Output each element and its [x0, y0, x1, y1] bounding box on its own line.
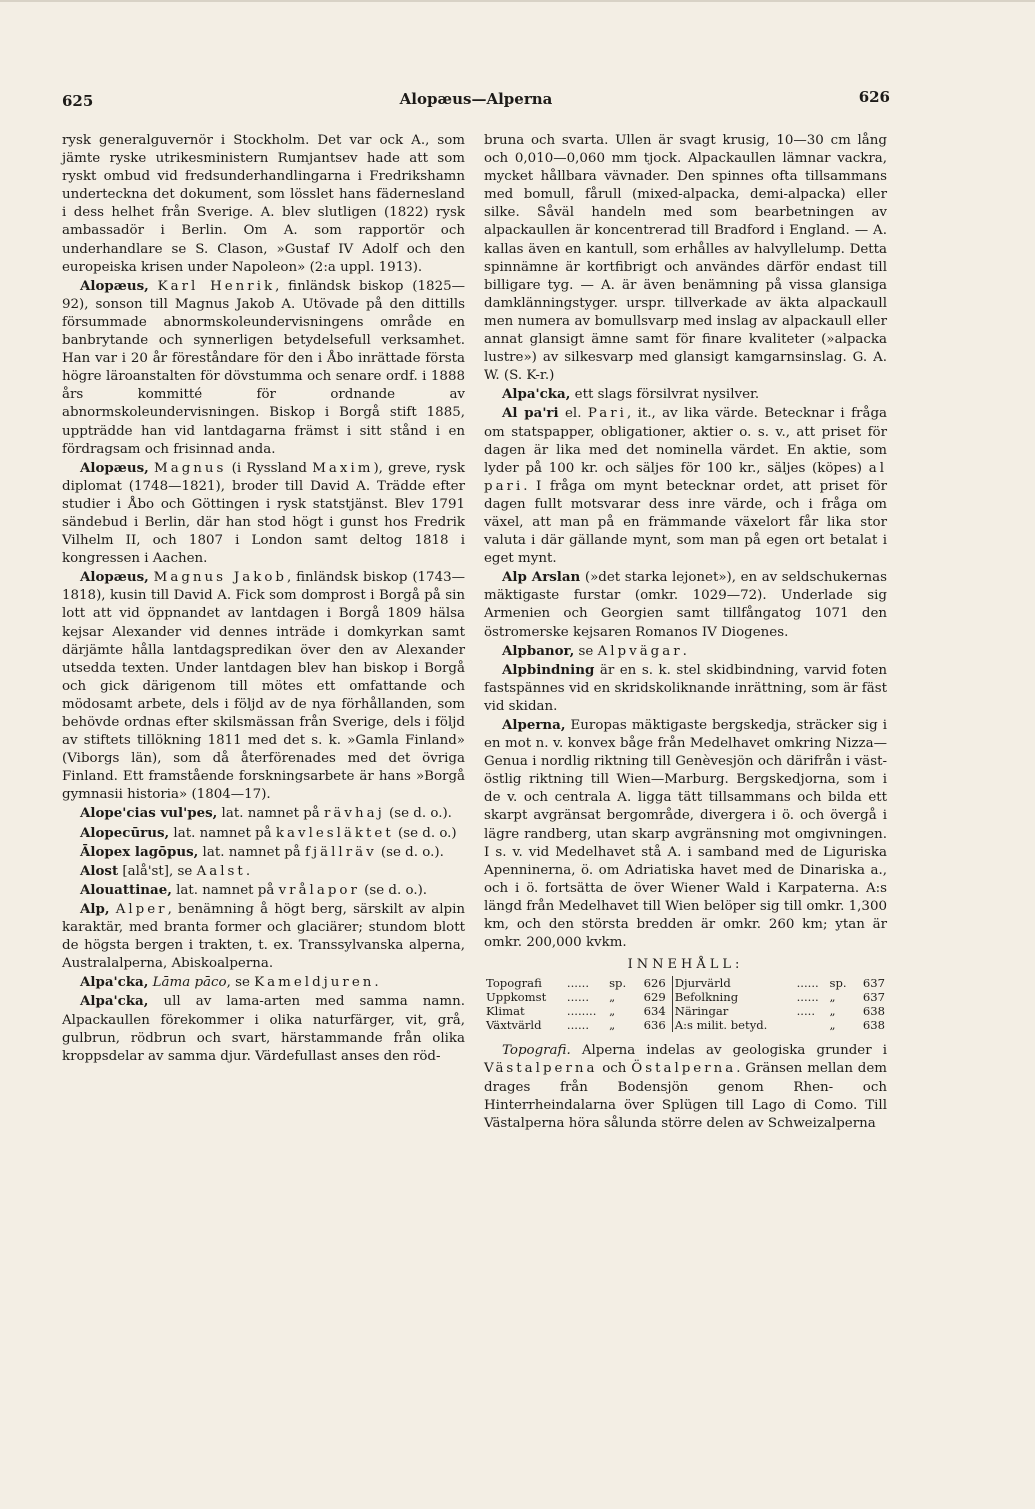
entry-text: (i Ryssland: [226, 460, 313, 476]
entry-text: Europas mäktigaste bergskedja, sträcker sig i en mot n. v. konvex båge från Medelhavet omkring Nizza—Genua i nordlig riktning till Genèvesjön och därifrån i väst-östlig riktning till Wien—Marburg. Bergskedjorna, som i de v. och centrala A. ligga tätt tillsammans och bilda ett skarpt avgränsat bergområde, divergera i ö. och övergå i lägre randberg, utan skarp avgränsning mot omgivningen. I s. v. vid Medelhavet stå A. i samband med de Liguriska Apenninerna, ö. om Adriatiska havet med de Dinariska a., och i ö. fortsätta de över Wiener Wald i Karpaterna. A:s längd från Medelhavet till Wien belöper sig till omkr. 1,300 km, och den största bredden är omkr. 260 km; ytan är omkr. 200,000 kvkm.: [484, 718, 887, 951]
scan-edge: [0, 0, 1035, 2]
entry-alpacka-nysilver: [484, 385, 887, 404]
left-column: [62, 132, 465, 1066]
entry-text: se: [574, 643, 598, 659]
entry-text: .: [245, 863, 251, 879]
toc-prefix: sp.: [829, 976, 847, 991]
cross-reference: fjällräv: [305, 844, 377, 860]
spaced-name: Alper: [115, 901, 168, 917]
entry-text: lat. namnet på: [169, 825, 276, 841]
page-header: [62, 90, 890, 114]
page-number-right: 626: [858, 88, 890, 106]
spaced-name: Karl Henrik: [157, 278, 276, 294]
cross-reference: Kameldjuren: [254, 975, 375, 991]
toc-dots: ......: [566, 1018, 590, 1033]
toc-page: 629: [634, 990, 673, 1004]
running-head: Alopæus—Alperna: [399, 90, 553, 108]
toc-section: Topografi: [486, 976, 542, 991]
table-row: [484, 1018, 887, 1032]
entry-text: och: [597, 1061, 632, 1077]
toc-prefix: „: [609, 990, 616, 1005]
cross-reference: vrålapor: [278, 882, 360, 898]
entry-text: , finländsk biskop (1743—1818), kusin till David A. Fick som domprost i Borgå på sin lott att vid öppnandet av lantdagen i Borgå 1809 hälsa kejsar Alexander vid dennes inträde i domkyrkan samt därjämte hålla lantdagspredikan över den av Alexander utsedda texten. Under lantdagen blev han biskop i Borgå och gick därigenom till mötes ett omfattande och mödosamt arbete, dels i följd av de nya förhållanden, som behövde ordnas efter skilsmässan från Sverige, dels i följd av stiftets tillökning 1811 med det s. k. »Gamla Finland» (Viborgs län), som då återförenades med det övriga Finland. Ett framstående forskningsarbete är hans »Borgå gymnasii historia» (1804—17).: [62, 570, 466, 803]
entry-text: el.: [558, 406, 588, 422]
entry-text: (se d. o.).: [359, 882, 428, 898]
entry-alpacka-lama: [62, 973, 465, 992]
cross-reference: rävhaj: [324, 806, 385, 822]
entry-text: . I fråga om mynt betecknar ordet, att priset för dagen fullt motsvarar dess inre värde, och i fråga om växel, att man på en främmande växelort får lika stor valuta i där gällande mynt, som man på egen ort betalat i eget mynt.: [484, 478, 887, 567]
toc-section: Uppkomst: [486, 990, 547, 1005]
spaced-name: Västalperna: [484, 1061, 598, 1077]
entry-alpbanor: [484, 642, 887, 661]
entry-text: är en s. k. stel skidbindning, varvid foten fastspännes vid en skridskoliknande inrättning, som är fäst vid skidan.: [484, 662, 887, 714]
entry-text: , finländsk biskop (1825—92), sonson till Magnus Jakob A. Utövade på den dittills försummade abnormskoleundervisningens område en banbrytande och synnerligen betydelsefull verksamhet. Han var i 20 år föreståndare för den i Åbo inrättade första högre läroanstalten för dövstumma och senare ordf. i 1888 års kommitté för ordnande av abnormskoleundervisningen. Biskop i Borgå stift 1885, uppträdde han vid lantdagarna främst i sitt stånd i en fördragsam och frisinnad anda.: [62, 278, 465, 457]
toc-prefix: „: [829, 990, 836, 1005]
entry-text: lat. namnet på: [198, 844, 306, 860]
headword: Alpa'cka,: [80, 974, 149, 991]
entry-al-pari: [484, 404, 887, 568]
toc-dots: .....: [796, 1004, 816, 1019]
entry-text: , se: [226, 975, 255, 991]
entry-text: lat. namnet på: [171, 882, 279, 898]
toc-prefix: „: [829, 1018, 836, 1033]
headword: Alp Arslan: [502, 569, 581, 586]
entry-text: lat. namnet på: [217, 806, 325, 822]
toc-dots: ......: [566, 990, 590, 1005]
latin-name: Lāma pāco: [152, 975, 227, 991]
contents-table: [484, 976, 887, 1032]
toc-dots: [795, 1018, 828, 1032]
headword: Alpbindning: [502, 661, 595, 678]
entry-text: , it., av lika värde. Betecknar i fråga om statspapper, obligationer, aktier o. s. v., att priset för dagen är lika med det nominella värdet. En aktie, som lyder på 100 kr. och säljes för 100 kr., säljes (köpes): [484, 406, 888, 476]
spaced-name: al pari: [484, 460, 887, 494]
continuation-paragraph: bruna och svarta. Ullen är svagt krusig, 10—30 cm lång och 0,010—0,060 mm tjock. Alpackaullen lämnar vackra, mycket hållbara vävnader. Den spinnes ofta tillsammans med bomull, fårull (mixed-alpacka, demi-alpacka) eller silke. Såväl handeln med som bearbetningen av alpackaullen är koncentrerad till Bradford i England. — A. kallas även en kantull, som erhålles av halvyllelump. Detta spinnämne är kortfibrigt och användes därför endast till billigare tyg. — A. är även benämning på vissa glansiga damklänningstyger. urspr. tillverkade av äkta alpackaull men numera av bomullsvarp med inslag av alpackaull eller annat glansigt ämne samt för finare kvaliteter (»alpacka lustre») av silkesvarp med glansigt kamgarnsinslag. G. A. W. (S. K-r.): [484, 133, 887, 384]
headword: Alope'cias vul'pes,: [80, 805, 218, 822]
entry-text: .: [374, 975, 379, 991]
toc-prefix: „: [609, 1018, 616, 1033]
entry-text: [alå'st], se: [118, 863, 197, 879]
section-heading: Topografi.: [502, 1043, 571, 1059]
entry-alpbindning: [484, 661, 887, 716]
entry-alopaeus-karl-henrik: [62, 277, 465, 459]
entry-alperna: [484, 716, 887, 952]
entry-alp: [62, 900, 465, 973]
headword: Alost: [80, 862, 119, 879]
headword: Alopæus,: [80, 277, 149, 294]
headword: Alopæus,: [80, 459, 149, 476]
entry-alpacka-ull: [62, 992, 465, 1065]
entry-text: , benämning å högt berg, särskilt av alpin karaktär, med branta former och glaciärer; stundom blott de högsta bergen i trakten, t. ex. Transsylvanska alperna, Australalperna, Abiskoalperna.: [62, 901, 465, 972]
entry-text: (se d. o.): [393, 825, 457, 841]
right-column: [484, 132, 887, 1133]
headword: Alopecūrus,: [80, 824, 170, 841]
headword: Alpa'cka,: [80, 993, 149, 1010]
toc-dots: ........: [566, 1004, 597, 1019]
page-number-left: 625: [62, 92, 94, 110]
entry-text: ett slags försilvrat nysilver.: [570, 387, 760, 403]
headword: Alopæus,: [80, 569, 149, 586]
headword: Ālopex lagōpus,: [80, 843, 199, 860]
table-row: [484, 990, 887, 1004]
entry-text: .: [682, 643, 687, 659]
entry-text: ), greve, rysk diplomat (1748—1821), broder till David A. Trädde efter studier i Åbo och Göttingen i rysk statstjänst. Blev 1791 sändebud i Berlin, där han stod högt i gunst hos Fredrik Vilhelm II, och 1807 i London samt deltog 1818 i kongressen i Aachen.: [62, 460, 465, 567]
toc-prefix: sp.: [609, 976, 627, 991]
entry-alopaeus-magnus: [62, 459, 465, 569]
cross-reference: Alpvägar: [597, 643, 683, 659]
toc-page: 636: [634, 1018, 673, 1032]
toc-prefix: „: [829, 1004, 836, 1019]
headword: Alpbanor,: [502, 642, 575, 659]
entry-text: ull av lama-arten med samma namn. Alpackaullen förekommer i olika naturfärger, vit, grå, gulbrun, rödbrun och svart, härstammande från olika kroppsdelar av samma djur. Värdefullast anses den röd-: [62, 994, 465, 1064]
headword: Al pa'ri: [502, 405, 559, 422]
cross-reference: kavlesläktet: [275, 825, 394, 841]
toc-section: A:s milit. betyd.: [674, 1018, 768, 1033]
headword: Alperna,: [502, 717, 566, 733]
toc-section: Växtvärld: [486, 1018, 542, 1033]
entry-alost: [62, 862, 465, 881]
toc-page: 626: [634, 976, 673, 990]
spaced-name: Magnus Jakob: [153, 570, 287, 586]
toc-section: Befolkning: [674, 990, 739, 1005]
topografi-paragraph: [484, 1042, 887, 1132]
entry-alopecurus: [62, 824, 465, 843]
toc-section: Näringar: [674, 1004, 729, 1019]
spaced-name: Östalperna: [631, 1061, 737, 1077]
contents-title: INNEHÅLL:: [627, 957, 744, 973]
entry-text: (»det starka lejonet»), en av seldschukernas mäktigaste furstar (omkr. 1029—72). Underlade sig Armenien och Georgien samt tillfångatog 1071 den östromerske kejsaren Romanos IV Diogenes.: [484, 570, 887, 640]
entry-alp-arslan: [484, 568, 887, 641]
toc-dots: ......: [796, 976, 819, 991]
entry-text: (se d. o.).: [384, 806, 452, 822]
headword: Alp,: [80, 900, 110, 917]
continuation-paragraph: rysk generalguvernör i Stockholm. Det var ock A., som jämte ryske utrikesministern Rumjantsev hade att som ryskt ombud vid fredsunderhandlingarna i Fredrikshamn underteckna det dokument, som lösslet hans fädernesland i dess helhet från Sverige. A. blev slutligen (1822) rysk ambassadör i Berlin. Om A. som rapportör och underhandlare se S. Clason, »Gustaf IV Adolf och den europeiska krisen under Napoleon» (2:a uppl. 1913).: [62, 133, 465, 275]
table-row: [484, 1004, 887, 1018]
entry-alopecias: [62, 804, 465, 823]
toc-page: 637: [862, 976, 885, 991]
table-row: [484, 976, 887, 990]
toc-page: 634: [634, 1004, 673, 1018]
toc-section: Djurvärld: [674, 976, 731, 991]
toc-prefix: „: [609, 1004, 616, 1019]
toc-page: 638: [862, 1004, 885, 1019]
headword: Alouattinae,: [80, 881, 172, 898]
toc-dots: ......: [796, 990, 819, 1005]
entry-text: (se d. o.).: [376, 844, 444, 860]
toc-dots: ......: [566, 976, 590, 991]
entry-alopaeus-magnus-jakob: [62, 568, 465, 804]
headword: Alpa'cka,: [502, 386, 571, 403]
spaced-name: Magnus: [154, 460, 227, 476]
entry-alouattinae: [62, 881, 465, 900]
entry-alopex: [62, 843, 465, 862]
spaced-name: Pari: [587, 406, 627, 422]
entry-text: . Gränsen mellan dem drages från Bodensjön genom Rhen- och Hinterrheindalarna över Splügen till Lago di Como. Till Västalperna höra sålunda större delen av Schweizalperna: [484, 1061, 887, 1131]
toc-section: Klimat: [486, 1004, 525, 1019]
cross-reference: Aalst: [196, 863, 246, 879]
spaced-name: Maxim: [312, 460, 374, 476]
entry-text: Alperna indelas av geologiska grunder i: [570, 1043, 887, 1059]
toc-page: 638: [862, 1018, 885, 1033]
toc-page: 637: [862, 990, 885, 1005]
